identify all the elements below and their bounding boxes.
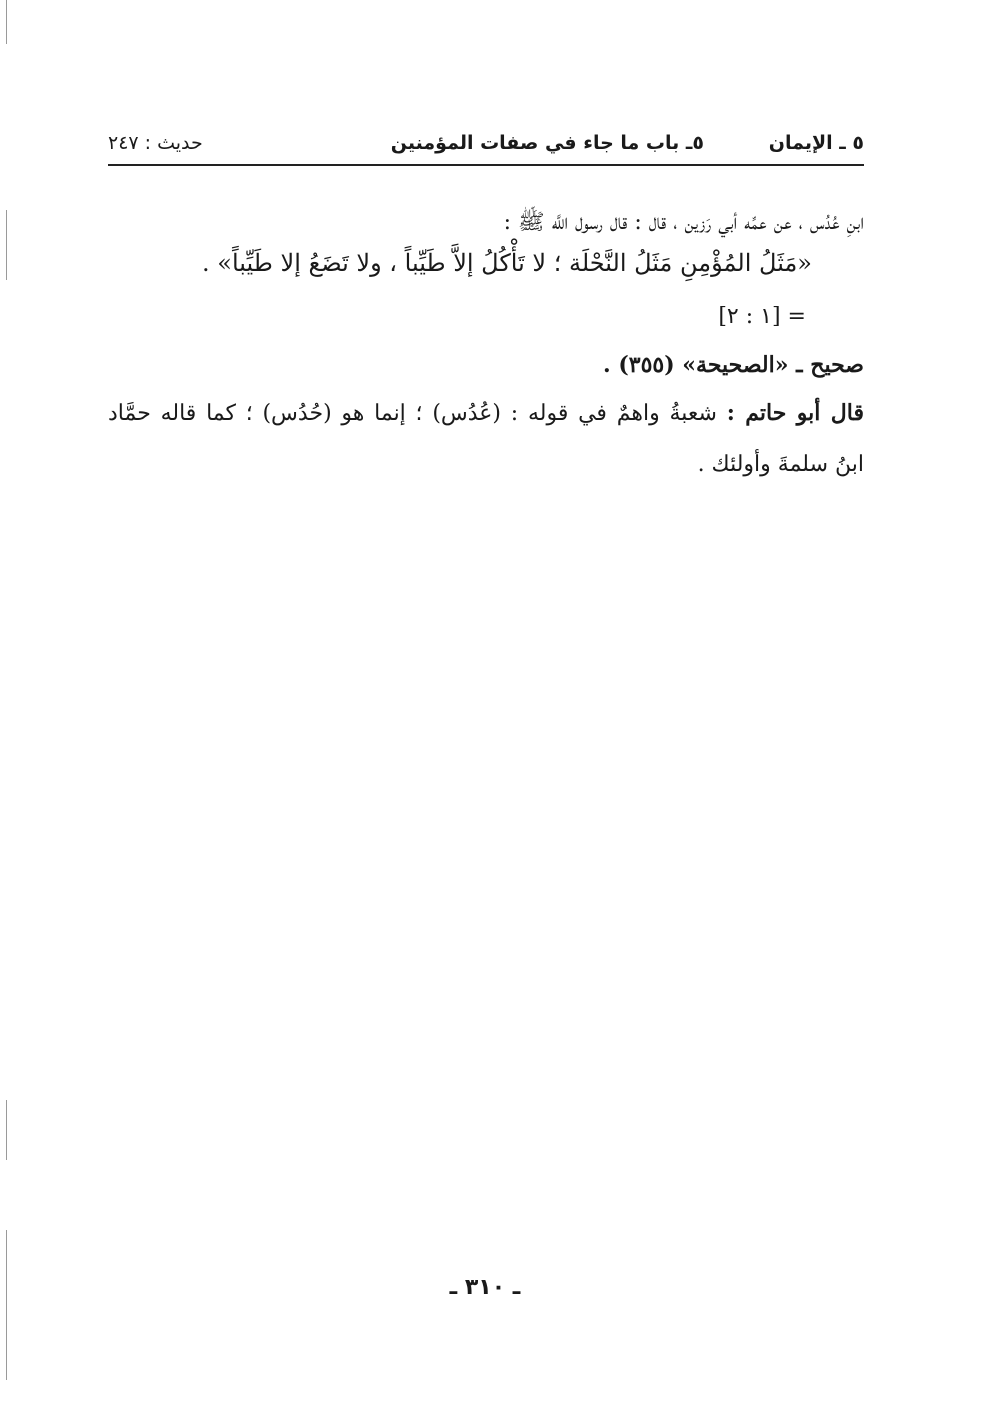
commentary-text: شعبةُ واهمٌ في قوله : (عُدُس) ؛ إنما هو (حُدُس) ؛ كما قاله حمَّاد	[108, 401, 727, 426]
header-section-title: ٥ـ باب ما جاء في صفات المؤمنين	[390, 132, 704, 154]
scan-edge-mark	[6, 0, 7, 44]
header-hadith-number: حديث : ٢٤٧	[108, 132, 203, 154]
scan-edge-mark	[6, 1100, 7, 1160]
scan-edge-mark	[6, 210, 7, 280]
commentary-line	[108, 398, 864, 450]
page-number: ـ ٣١٠ ـ	[449, 1275, 521, 1300]
narration-chain-line: ابنِ عُدُس ، عن عمِّه أبي رَزين ، قال : قال رسول اللَّه ﷺ :	[503, 210, 864, 235]
commentary-author: قال أبو حاتم :	[726, 400, 864, 426]
commentary-continuation-line: ابنُ سلمةَ وأولئك .	[697, 452, 864, 477]
grading-line: صحيح ـ «الصحيحة» (٣٥٥) .	[603, 352, 864, 378]
header-chapter: ٥ ـ الإيمان	[768, 132, 864, 154]
page-header	[108, 128, 864, 162]
hadith-text-line: «مَثَلُ المُؤْمِنِ مَثَلُ النَّحْلَة ؛ لا تَأْكُلُ إلاَّ طَيِّباً ، ولا تَضَعُ إلا طَيِّباً» .	[202, 249, 812, 277]
cross-reference-line: = [١ : ٢]	[718, 304, 806, 329]
scan-edge-mark	[6, 1230, 7, 1380]
hadith-body	[108, 208, 864, 490]
header-divider	[108, 164, 864, 166]
